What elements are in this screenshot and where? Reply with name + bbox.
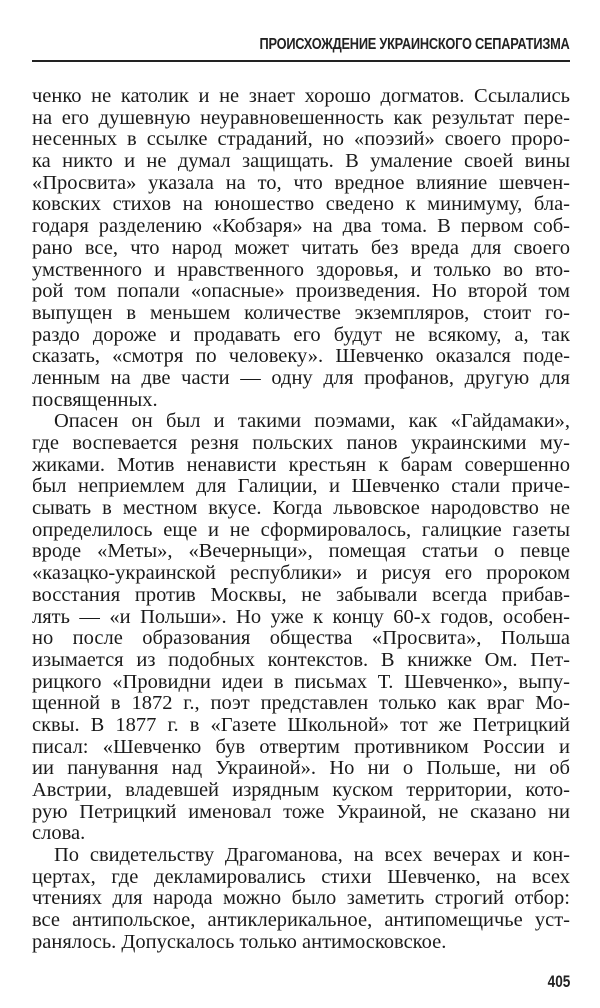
text-line: щенной в 1872 г., поэт представлен только как враг Мо-	[32, 692, 570, 715]
header-rule	[32, 60, 570, 62]
text-line: ченко не католик и не знает хорошо догматов. Ссылались	[32, 85, 570, 107]
text-line: рой том попали «опасные» произведения. Но второй том	[32, 280, 570, 303]
text-line: ка никто и не думал защищать. В умаление своей вины	[32, 150, 570, 173]
text-line: был неприемлем для Галиции, и Шевченко стали приче-	[32, 475, 570, 498]
text-line: вроде «Меты», «Вечерныци», помещая статьи о певце	[32, 540, 570, 563]
text-line: цертах, где декламировались стихи Шевченко, на всех	[32, 865, 570, 888]
text-line: сквы. В 1877 г. в «Газете Школьной» тот же Петрицкий	[32, 713, 570, 736]
text-line: ковских стихов на юношество сведено к минимуму, бла-	[32, 193, 570, 216]
text-line: чтениях для народа можно было заметить строгий отбор:	[32, 887, 570, 910]
text-line: слова.	[32, 822, 86, 845]
text-line: Опасен он был и такими поэмами, как «Гайдамаки»,	[54, 410, 570, 433]
text-line: лять — «и Польши». Но уже к концу 60-х годов, особен-	[32, 605, 570, 628]
text-line: По свидетельству Драгоманова, на всех вечерах и кон-	[54, 844, 570, 867]
text-line: жиками. Мотив ненависти крестьян к барам совершенно	[32, 453, 570, 476]
text-line: ии панування над Украиной». Но ни о Польше, ни об	[32, 757, 570, 780]
text-line: сказать, «смотря по человеку». Шевченко оказался поде-	[32, 345, 570, 368]
text-line: несенных в ссылке страданий, но «поэзий» своего проро-	[32, 128, 570, 151]
paragraph	[32, 411, 570, 845]
text-line: рано все, что народ может читать без вреда для своего	[32, 236, 570, 259]
body-text	[32, 86, 570, 954]
paragraph	[32, 845, 570, 953]
text-line: определилось еще и не сформировалось, галицкие газеты	[32, 518, 570, 541]
text-line: «Просвита» указала на то, что вредное влияние шевчен-	[32, 171, 570, 194]
text-line: годаря разделению «Кобзаря» на два тома. В первом соб-	[32, 215, 570, 238]
text-line: Австрии, владевшей изрядным куском территории, кото-	[32, 779, 570, 801]
text-line: рицкого «Провидни идеи в письмах Т. Шевченко», выпу-	[32, 670, 570, 693]
text-line: сывать в местном вкусе. Когда львовское народовство не	[32, 497, 570, 520]
text-line: посвященных.	[32, 388, 158, 411]
text-line: где воспевается резня польских панов украинскими му-	[32, 432, 570, 454]
running-head-title: ПРОИСХОЖДЕНИЕ УКРАИНСКОГО СЕПАРАТИЗМА	[259, 36, 570, 53]
text-line: ранялось. Допускалось только антимосковское.	[32, 930, 447, 953]
text-line: умственного и нравственного здоровья, и только во вто-	[32, 258, 570, 281]
text-line: но после образования общества «Просвита», Польша	[32, 627, 570, 650]
page-number: 405	[547, 972, 570, 991]
text-line: все антипольское, антиклерикальное, антипомещичье уст-	[32, 909, 570, 932]
text-line: «казацко-украинской республики» и рисуя его пророком	[32, 562, 570, 585]
text-line: рую Петрицкий именовал тоже Украиной, не сказано ни	[32, 800, 570, 823]
text-line: писал: «Шевченко був отвертим противником России и	[32, 735, 570, 758]
text-line: раздо дороже и продавать его будут не всякому, а, так	[32, 323, 570, 346]
text-line: восстания против Москвы, не забывали всегда прибав-	[32, 583, 570, 606]
text-line: на его душевную неуравновешенность как результат пере-	[32, 106, 570, 129]
text-line: выпущен в меньшем количестве экземпляров, стоит го-	[32, 301, 570, 324]
paragraph	[32, 86, 570, 411]
text-line: изымается из подобных контекстов. В книжке Ом. Пет-	[32, 648, 570, 671]
text-line: ленным на две части — одну для профанов, другую для	[32, 366, 570, 389]
